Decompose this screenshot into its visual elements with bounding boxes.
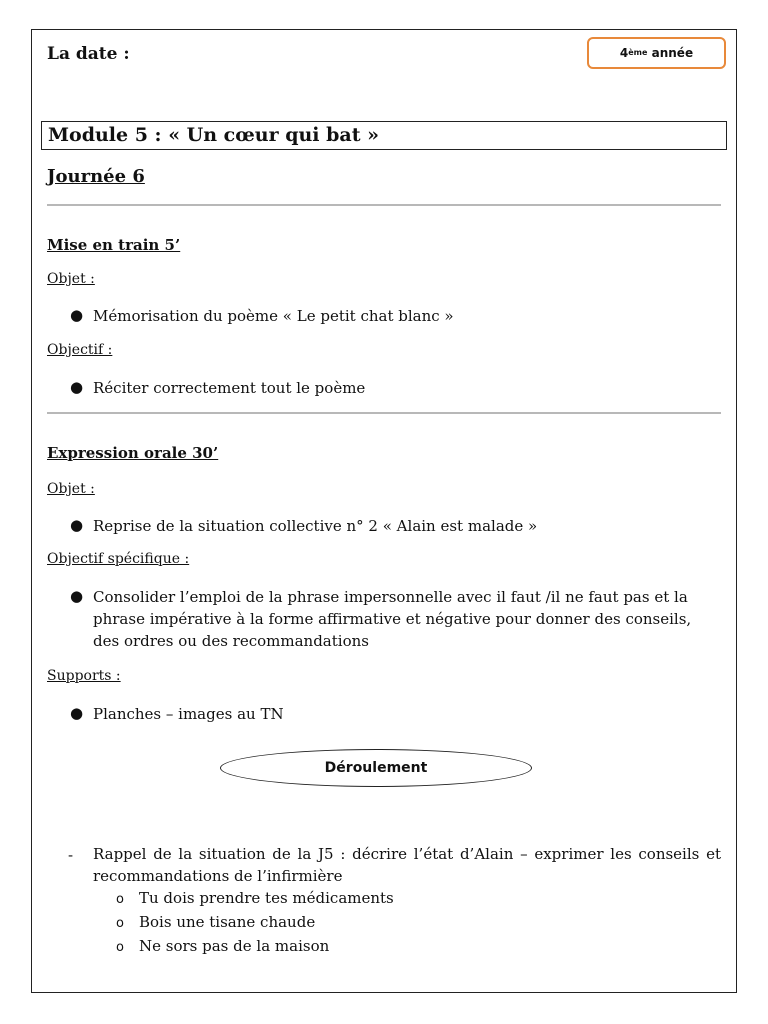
bullet-dot-icon: ● bbox=[70, 306, 84, 324]
level-number: 4 bbox=[619, 46, 629, 60]
sub-item-2: Bois une tisane chaude bbox=[139, 913, 316, 931]
level-badge bbox=[587, 37, 726, 69]
bullet-dot-icon: ● bbox=[70, 516, 84, 534]
objectif-specifique-label: Objectif spécifique : bbox=[47, 551, 190, 567]
expression-orale-title: Expression orale 30’ bbox=[47, 444, 219, 462]
bullet-dot-icon: ● bbox=[70, 704, 84, 722]
date-label: La date : bbox=[47, 44, 130, 64]
objet-label-2: Objet : bbox=[47, 481, 95, 497]
supports-item: Planches – images au TN bbox=[93, 705, 284, 723]
deroulement-title: Déroulement bbox=[220, 749, 532, 787]
divider-1 bbox=[47, 204, 721, 206]
objet-item-2: Reprise de la situation collective n° 2 « Alain est malade » bbox=[93, 517, 538, 535]
divider-2 bbox=[47, 412, 721, 414]
level-superscript: ème bbox=[628, 47, 648, 57]
mise-en-train-title: Mise en train 5’ bbox=[47, 236, 181, 254]
objectif-label-1: Objectif : bbox=[47, 342, 113, 358]
objet-label-1: Objet : bbox=[47, 271, 95, 287]
sub-item-1: Tu dois prendre tes médicaments bbox=[139, 889, 394, 907]
circle-bullet-icon: o bbox=[116, 940, 124, 955]
circle-bullet-icon: o bbox=[116, 916, 124, 931]
supports-label: Supports : bbox=[47, 668, 121, 684]
objectif-item-1: Réciter correctement tout le poème bbox=[93, 379, 366, 397]
rappel-text: Rappel de la situation de la J5 : décrire l’état d’Alain – exprimer les conseils et recommandations de l’infirmière bbox=[93, 845, 721, 885]
bullet-dot-icon: ● bbox=[70, 587, 84, 605]
objet-item-1: Mémorisation du poème « Le petit chat blanc » bbox=[93, 307, 454, 325]
bullet-dot-icon: ● bbox=[70, 378, 84, 396]
journee-title: Journée 6 bbox=[47, 166, 145, 187]
module-title: Module 5 : « Un cœur qui bat » bbox=[41, 121, 727, 150]
circle-bullet-icon: o bbox=[116, 892, 124, 907]
objectif-specifique-item: Consolider l’emploi de la phrase impersonnelle avec il faut /il ne faut pas et la phrase impérative à la forme affirmative et négative pour donner des conseils, des ordres ou des recommandations bbox=[93, 588, 692, 650]
dash-bullet-icon: - bbox=[68, 846, 74, 864]
level-word: année bbox=[651, 46, 694, 60]
sub-item-3: Ne sors pas de la maison bbox=[139, 937, 330, 955]
